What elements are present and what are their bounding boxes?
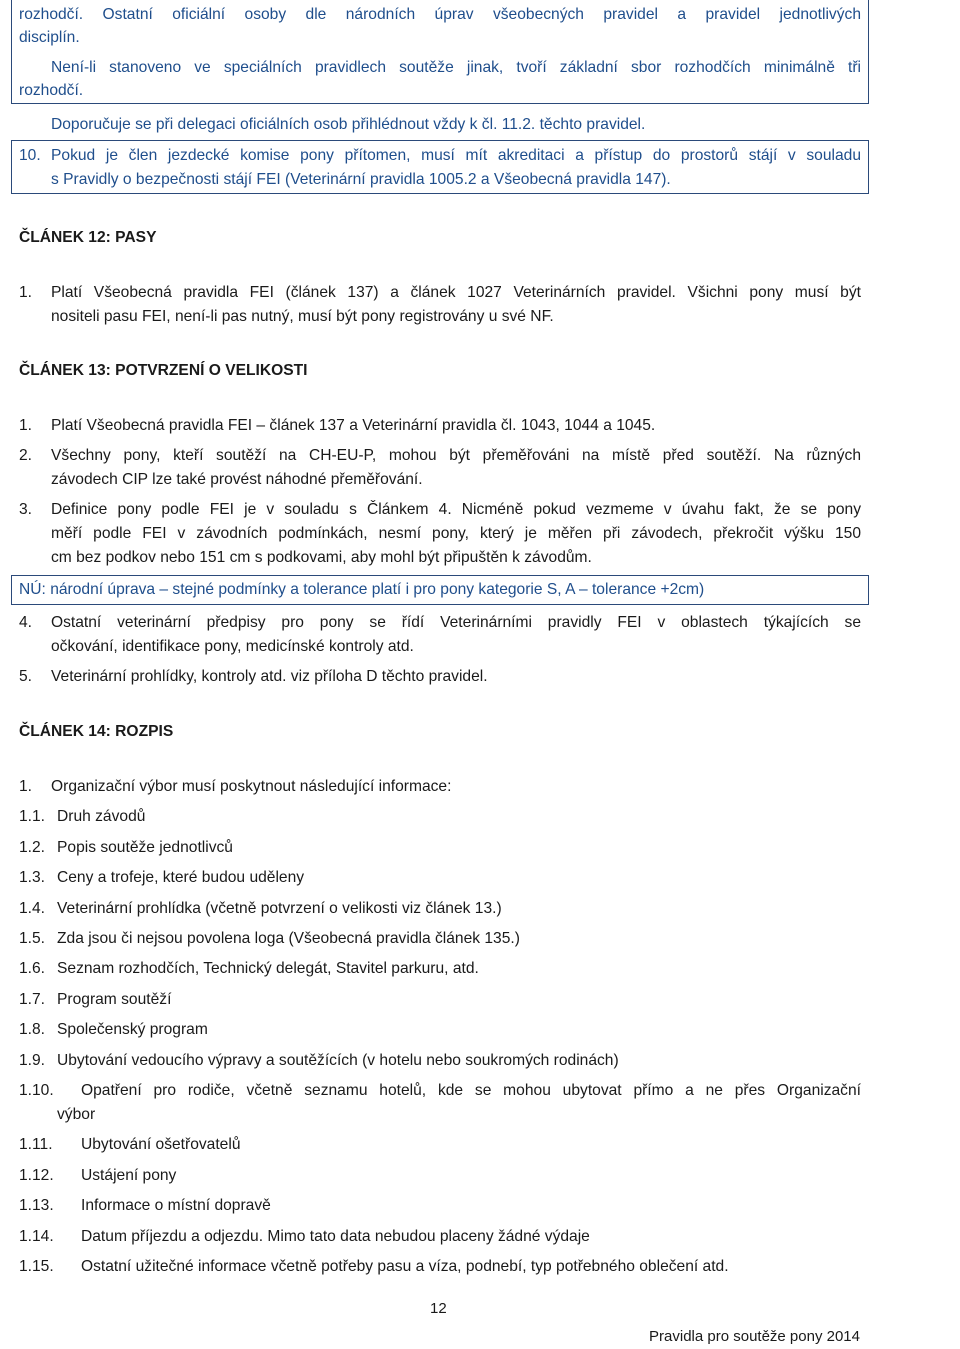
art14-item-number: 1.3. [19,869,46,886]
art14-item-number: 1.10. [19,1082,54,1099]
art13-p3-line-2: měří podle FEI v závodních podmínkách, nesmí pony, který je měřen při závodech, překročit výšku 150 [51,525,861,542]
art14-item-text: Společenský program [57,1021,208,1038]
art14-item-text-continued: výbor [57,1106,96,1123]
art14-item-text: Ubytování ošetřovatelů [81,1136,241,1153]
art13-p2-number: 2. [19,447,33,464]
art14-item-number: 1.11. [19,1136,53,1153]
art14-item-text: Ostatní užitečné informace včetně potřeby pasu a víza, podnebí, typ potřebného oblečení atd. [81,1258,729,1275]
art14-p1-number: 1. [19,778,33,795]
art13-p5-text: Veterinární prohlídky, kontroly atd. viz příloha D těchto pravidel. [51,668,488,685]
item-10-number: 10. [19,147,41,164]
art14-item-number: 1.4. [19,900,46,917]
art13-p3-line-3: cm bez podkov nebo 151 cm s podkovami, aby mohl být připuštěn k závodům. [51,549,592,566]
item-10-line-1: Pokud je člen jezdecké komise pony přítomen, musí mít akreditaci a přístup do prostorů stájí v souladu [51,147,861,164]
art12-p1-number: 1. [19,284,33,301]
art13-p1-text: Platí Všeobecná pravidla FEI – článek 137 a Veterinární pravidla čl. 1043, 1044 a 1045. [51,417,656,434]
art14-item-number: 1.15. [19,1258,54,1275]
art13-p4-line-1: Ostatní veterinární předpisy pro pony se řídí Veterinárními pravidly FEI v oblastech týkajících se [51,614,861,631]
national-rule-text: NÚ: národní úprava – stejné podmínky a tolerance platí i pro pony kategorie S, A – tolerance +2cm) [19,581,705,598]
top-box-line-3: Není-li stanoveno ve speciálních pravidlech soutěže jinak, tvoří základní sbor rozhodčích minimálně tři [51,59,861,76]
art12-p1-line-1: Platí Všeobecná pravidla FEI (článek 137) a článek 1027 Veterinárních pravidel. Všichni pony musí být [51,284,861,301]
art14-item-text: Ubytování vedoucího výpravy a soutěžících (v hotelu nebo soukromých rodinách) [57,1052,619,1069]
article-13-heading: ČLÁNEK 13: POTVRZENÍ O VELIKOSTI [19,362,308,379]
art14-item-text: Informace o místní dopravě [81,1197,271,1214]
art13-p2-line-2: závodech CIP lze také provést náhodné přeměřování. [51,471,423,488]
top-box-line-2: disciplín. [19,29,80,46]
art13-p4-number: 4. [19,614,33,631]
art13-p2-line-1: Všechny pony, kteří soutěží na CH-EU-P, mohou být přeměřováni na místě před soutěží. Na různých [51,447,861,464]
footer-title: Pravidla pro soutěže pony 2014 [649,1328,860,1345]
recommend-text: Doporučuje se při delegaci oficiálních osob přihlédnout vždy k čl. 11.2. těchto pravidel. [51,116,646,133]
art14-item-number: 1.6. [19,960,46,977]
art14-item-text: Popis soutěže jednotlivců [57,839,233,856]
art13-p5-number: 5. [19,668,33,685]
art14-item-text: Ceny a trofeje, které budou uděleny [57,869,305,886]
art14-item-number: 1.1. [19,808,46,825]
art14-item-text: Ustájení pony [81,1167,177,1184]
art12-p1-line-2: nositeli pasu FEI, není-li pas nutný, musí být pony registrovány u své NF. [51,308,554,325]
art14-item-number: 1.5. [19,930,46,947]
art14-item-number: 1.7. [19,991,46,1008]
page-number: 12 [430,1300,447,1317]
art14-item-text: Seznam rozhodčích, Technický delegát, Stavitel parkuru, atd. [57,960,479,977]
art14-item-number: 1.12. [19,1167,54,1184]
art13-p1-number: 1. [19,417,33,434]
item-10-line-2: s Pravidly o bezpečnosti stájí FEI (Veterinární pravidla 1005.2 a Všeobecná pravidla 147). [51,171,671,188]
top-box-line-1: rozhodčí. Ostatní oficiální osoby dle národních úprav všeobecných pravidel a pravidel jednotlivých [19,6,861,23]
art13-p3-number: 3. [19,501,33,518]
art14-item-text: Veterinární prohlídka (včetně potvrzení o velikosti viz článek 13.) [57,900,502,917]
art14-item-number: 1.8. [19,1021,46,1038]
art14-item-text: Druh závodů [57,808,146,825]
art14-item-text: Opatření pro rodiče, včetně seznamu hotelů, kde se mohou ubytovat přímo a ne přes Organizační [81,1082,861,1099]
art14-item-number: 1.2. [19,839,46,856]
art14-item-text: Zda jsou či nejsou povolena loga (Všeobecná pravidla článek 135.) [57,930,520,947]
top-box-line-4: rozhodčí. [19,82,84,99]
art13-p3-line-1: Definice pony podle FEI je v souladu s Článkem 4. Nicméně pokud vezmeme v úvahu fakt, že se pony [51,501,861,518]
art14-item-number: 1.9. [19,1052,46,1069]
art14-item-number: 1.13. [19,1197,54,1214]
art14-p1-text: Organizační výbor musí poskytnout následující informace: [51,778,452,795]
art14-item-number: 1.14. [19,1228,54,1245]
art14-item-text: Datum příjezdu a odjezdu. Mimo tato data nebudou placeny žádné výdaje [81,1228,590,1245]
art13-p4-line-2: očkování, identifikace pony, medicínské kontroly atd. [51,638,414,655]
article-14-heading: ČLÁNEK 14: ROZPIS [19,723,174,740]
article-12-heading: ČLÁNEK 12: PASY [19,229,157,246]
art14-item-text: Program soutěží [57,991,172,1008]
